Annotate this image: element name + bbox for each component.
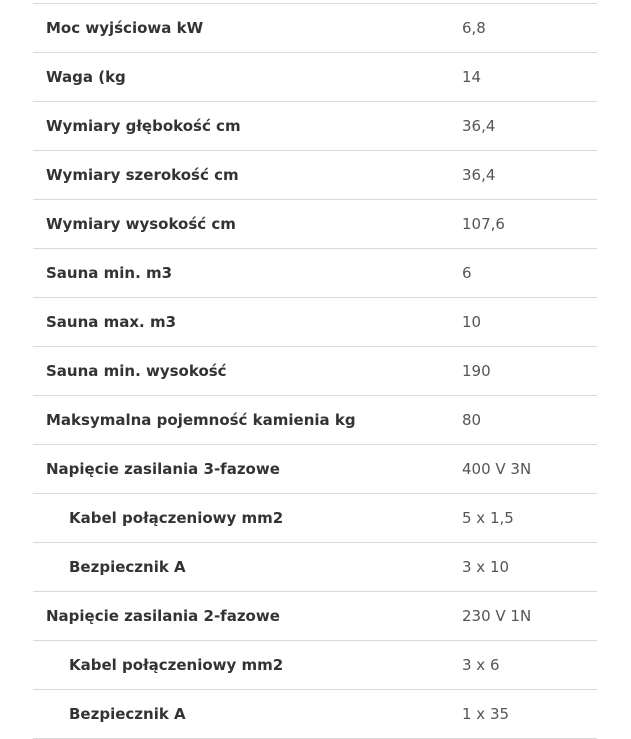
spec-value: 6 — [462, 264, 472, 282]
spec-label: Kabel połączeniowy mm2 — [69, 656, 284, 674]
spec-row-depth — [33, 102, 597, 151]
spec-label: Napięcie zasilania 3-fazowe — [46, 460, 280, 478]
spec-value: 6,8 — [462, 19, 486, 37]
spec-value: 400 V 3N — [462, 460, 532, 478]
spec-value: 230 V 1N — [462, 607, 532, 625]
spec-table — [33, 3, 597, 739]
spec-label: Sauna max. m3 — [46, 313, 177, 331]
spec-value: 5 x 1,5 — [462, 509, 514, 527]
spec-label: Napięcie zasilania 2-fazowe — [46, 607, 280, 625]
spec-label: Waga (kg — [46, 68, 126, 86]
spec-row-cable-2-phase — [33, 641, 597, 690]
spec-label: Sauna min. m3 — [46, 264, 173, 282]
spec-value: 1 x 35 — [462, 705, 510, 723]
spec-value: 14 — [462, 68, 482, 86]
spec-label: Wymiary głębokość cm — [46, 117, 241, 135]
spec-row-fuse-3-phase — [33, 543, 597, 592]
spec-value: 36,4 — [462, 117, 496, 135]
spec-label: Wymiary szerokość cm — [46, 166, 239, 184]
spec-row-stone-capacity — [33, 396, 597, 445]
spec-value: 10 — [462, 313, 482, 331]
spec-row-height — [33, 200, 597, 249]
spec-value: 190 — [462, 362, 491, 380]
spec-value: 3 x 10 — [462, 558, 510, 576]
spec-row-cable-3-phase — [33, 494, 597, 543]
spec-row-sauna-min-height — [33, 347, 597, 396]
spec-label: Maksymalna pojemność kamienia kg — [46, 411, 356, 429]
spec-label: Wymiary wysokość cm — [46, 215, 236, 233]
spec-row-width — [33, 151, 597, 200]
spec-label: Moc wyjściowa kW — [46, 19, 204, 37]
spec-label: Bezpiecznik A — [69, 705, 186, 723]
spec-row-sauna-max-volume — [33, 298, 597, 347]
spec-value: 36,4 — [462, 166, 496, 184]
spec-value: 80 — [462, 411, 482, 429]
spec-row-output-power — [33, 4, 597, 53]
spec-label: Kabel połączeniowy mm2 — [69, 509, 284, 527]
spec-row-sauna-min-volume — [33, 249, 597, 298]
spec-row-voltage-3-phase — [33, 445, 597, 494]
spec-row-fuse-2-phase — [33, 690, 597, 739]
spec-label: Sauna min. wysokość — [46, 362, 227, 380]
spec-label: Bezpiecznik A — [69, 558, 186, 576]
spec-value: 107,6 — [462, 215, 505, 233]
spec-row-voltage-2-phase — [33, 592, 597, 641]
spec-value: 3 x 6 — [462, 656, 500, 674]
spec-row-weight — [33, 53, 597, 102]
